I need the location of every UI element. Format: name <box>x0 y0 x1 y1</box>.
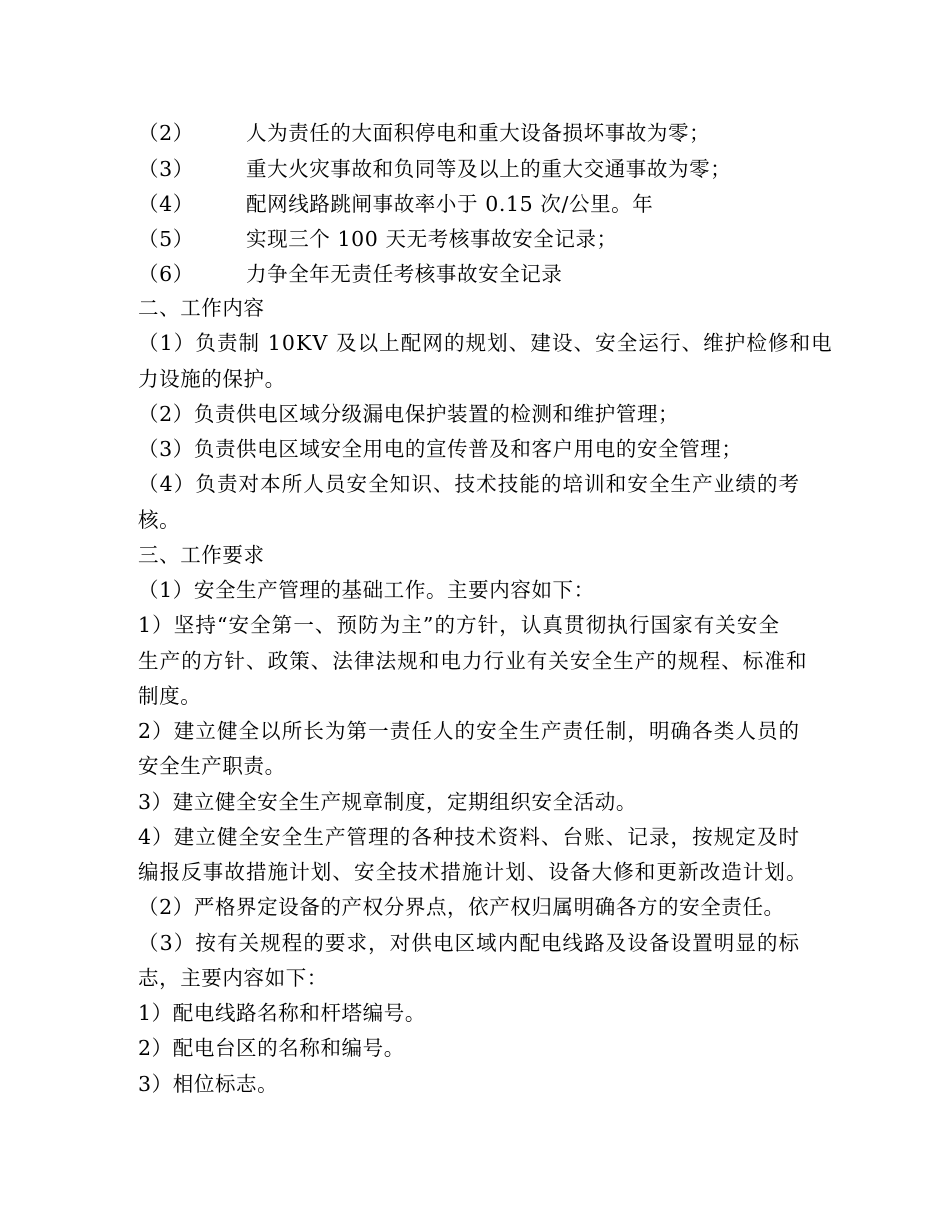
target-item <box>138 115 818 151</box>
paragraph-line: 生产的方针、政策、法律法规和电力行业有关安全生产的规程、标准和 <box>138 649 808 673</box>
paragraph-line: （3）负责供电区域安全用电的宣传普及和客户用电的安全管理； <box>138 437 743 461</box>
item-number: （4） <box>138 192 194 216</box>
paragraph-line: 核。 <box>138 508 181 532</box>
paragraph-line: 志，主要内容如下： <box>138 966 328 990</box>
section-heading-work-content: 二、工作内容 <box>138 296 265 320</box>
item-number: （6） <box>138 262 194 286</box>
item-text: 重大火灾事故和负同等及以上的重大交通事故为零； <box>246 157 732 181</box>
item-text: 力争全年无责任考核事故安全记录 <box>246 262 563 286</box>
paragraph-line: 3）建立健全安全生产规章制度，定期组织安全活动。 <box>138 790 637 814</box>
target-item <box>138 256 818 292</box>
paragraph-line: 2）配电台区的名称和编号。 <box>138 1036 405 1060</box>
item-text: 实现三个 100 天无考核事故安全记录； <box>246 227 618 251</box>
paragraph-line: 力设施的保护。 <box>138 367 286 391</box>
section-heading-work-requirements: 三、工作要求 <box>138 543 265 567</box>
paragraph-line: 4）建立健全安全生产管理的各种技术资料、台账、记录，按规定及时 <box>138 825 801 849</box>
target-item <box>138 221 818 257</box>
paragraph-line: （2）严格界定设备的产权分界点，依产权归属明确各方的安全责任。 <box>138 895 785 919</box>
paragraph-line: 1）坚持“安全第一、预防为主”的方针，认真贯彻执行国家有关安全 <box>138 613 781 637</box>
paragraph-line: （3）按有关规程的要求，对供电区域内配电线路及设备设置明显的标 <box>138 931 801 955</box>
paragraph-line: （2）负责供电区域分级漏电保护装置的检测和维护管理； <box>138 402 680 426</box>
paragraph-line: （1）负责制 10KV 及以上配网的规划、建设、安全运行、维护检修和电 <box>138 331 833 355</box>
paragraph-line: 制度。 <box>138 684 202 708</box>
paragraph-line: 2）建立健全以所长为第一责任人的安全生产责任制，明确各类人员的 <box>138 719 801 743</box>
item-text: 配网线路跳闸事故率小于 0.15 次/公里。年 <box>246 192 654 216</box>
target-item <box>138 151 818 187</box>
item-text: 人为责任的大面积停电和重大设备损坏事故为零； <box>246 121 711 145</box>
paragraph-line: 安全生产职责。 <box>138 754 286 778</box>
item-number: （2） <box>138 121 194 145</box>
item-number: （3） <box>138 157 194 181</box>
item-number: （5） <box>138 227 194 251</box>
paragraph-line: 3）相位标志。 <box>138 1072 279 1096</box>
paragraph-line: 1）配电线路名称和杆塔编号。 <box>138 1001 426 1025</box>
paragraph-line: （4）负责对本所人员安全知识、技术技能的培训和安全生产业绩的考 <box>138 472 801 496</box>
paragraph-line: （1）安全生产管理的基础工作。主要内容如下： <box>138 578 595 602</box>
paragraph-line: 编报反事故措施计划、安全技术措施计划、设备大修和更新改造计划。 <box>138 860 808 884</box>
target-item <box>138 186 818 222</box>
